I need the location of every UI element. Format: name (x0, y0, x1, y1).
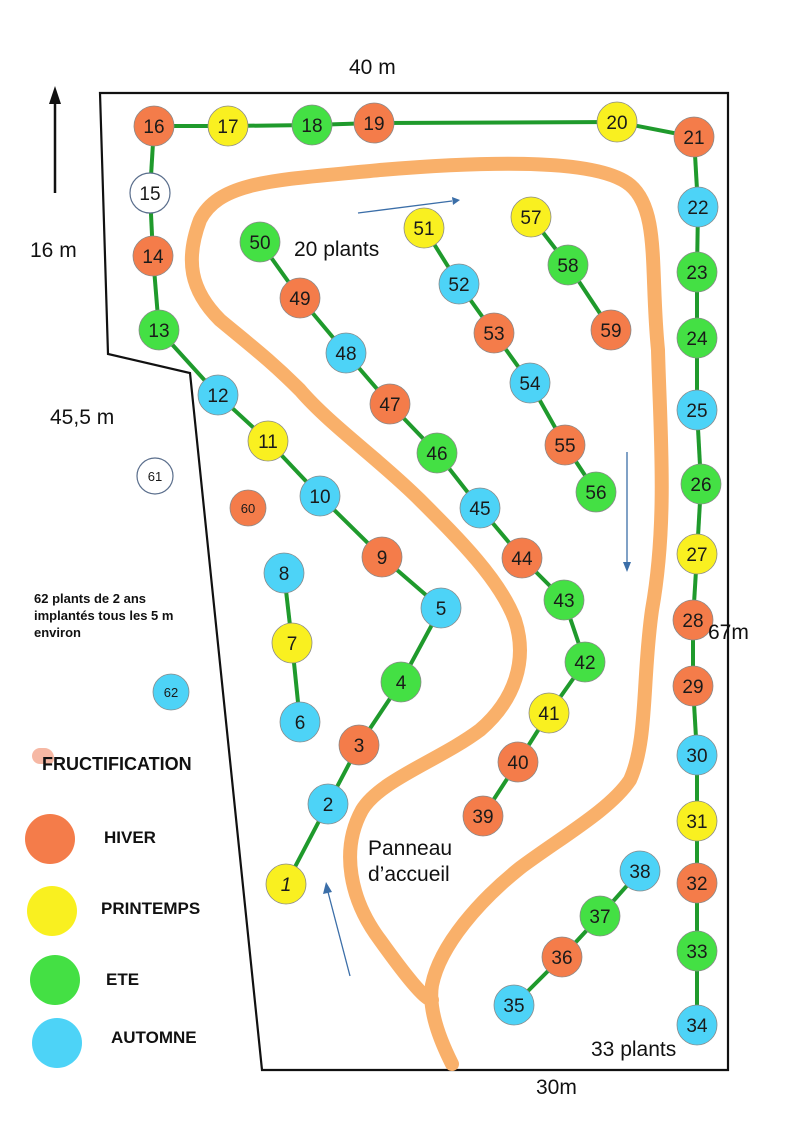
plant-number: 7 (286, 634, 298, 655)
plant-markers (130, 102, 721, 1045)
plant-marker (677, 863, 717, 903)
plant-number: 17 (217, 117, 239, 138)
plant-marker (308, 784, 348, 824)
direction-arrow-right (623, 452, 631, 572)
plant-marker (421, 588, 461, 628)
welcome-panel-line-2: d’accueil (368, 863, 450, 886)
plant-marker (474, 313, 514, 353)
plant-marker (576, 472, 616, 512)
plant-number: 56 (585, 483, 607, 504)
plant-number: 44 (511, 549, 533, 570)
row-line-segment (374, 122, 617, 123)
plant-marker (548, 245, 588, 285)
plant-marker (494, 985, 534, 1025)
plant-marker (266, 864, 306, 904)
dimension-right: 67m (708, 621, 749, 644)
plant-number: 2 (322, 795, 334, 816)
plant-marker (240, 222, 280, 262)
plant-number: 5 (435, 599, 447, 620)
plant-marker (370, 384, 410, 424)
plant-number: 24 (686, 329, 708, 350)
legend-dot-summer (30, 955, 80, 1005)
plant-marker (677, 801, 717, 841)
dimension-top: 40 m (349, 56, 396, 79)
plant-marker (620, 851, 660, 891)
plant-number: 43 (553, 591, 575, 612)
plant-number: 40 (507, 753, 529, 774)
plant-number: 59 (600, 321, 622, 342)
plant-marker (674, 117, 714, 157)
planting-note-line-1: 62 plants de 2 ans (34, 591, 146, 606)
plant-row-lines (147, 122, 704, 1025)
plant-number: 39 (472, 807, 494, 828)
plant-number: 53 (483, 324, 505, 345)
plant-marker (591, 310, 631, 350)
plant-marker (326, 333, 366, 373)
plant-number: 34 (686, 1016, 708, 1037)
plant-number: 16 (143, 117, 165, 138)
dimension-left-middle: 45,5 m (50, 406, 115, 429)
plant-number: 50 (249, 233, 271, 254)
plant-marker (130, 173, 170, 213)
plant-number: 26 (690, 475, 712, 496)
plant-number: 47 (379, 395, 401, 416)
plant-marker (597, 102, 637, 142)
plant-marker (673, 666, 713, 706)
plant-number: 8 (278, 564, 290, 585)
plant-number: 18 (301, 116, 323, 137)
plant-marker (134, 106, 174, 146)
plant-number: 27 (686, 545, 708, 566)
plant-marker (133, 236, 173, 276)
legend-title: FRUCTIFICATION (42, 754, 192, 774)
plant-marker (678, 187, 718, 227)
plant-marker (677, 534, 717, 574)
plant-marker (677, 931, 717, 971)
plant-number: 55 (554, 436, 576, 457)
plant-marker (248, 421, 288, 461)
plant-marker (272, 623, 312, 663)
legend-label-spring: PRINTEMPS (101, 899, 201, 918)
plant-number: 9 (376, 548, 388, 569)
plant-number: 38 (629, 862, 651, 883)
plant-number: 57 (520, 208, 542, 229)
welcome-panel-line-1: Panneau (368, 837, 453, 860)
plant-number: 33 (686, 942, 708, 963)
plant-marker (208, 106, 248, 146)
plant-number: 62 (163, 685, 179, 700)
plant-number: 61 (147, 469, 163, 484)
direction-arrow-bottom (323, 882, 350, 976)
plant-number: 20 (606, 113, 628, 134)
plant-marker (529, 693, 569, 733)
plant-marker (362, 537, 402, 577)
plant-marker (542, 937, 582, 977)
plant-number: 28 (682, 611, 704, 632)
plant-number: 1 (280, 875, 292, 896)
legend-label-summer: ETE (106, 970, 140, 989)
plant-number: 58 (557, 256, 579, 277)
legend-dot-autumn (32, 1018, 82, 1068)
plant-marker (139, 310, 179, 350)
legend-dot-winter (25, 814, 75, 864)
plant-marker (354, 103, 394, 143)
plant-number: 21 (683, 128, 705, 149)
planting-note-line-2: implantés tous les 5 m (34, 608, 174, 623)
plant-number: 48 (335, 344, 357, 365)
plant-marker (339, 725, 379, 765)
plant-number: 15 (139, 184, 161, 205)
plant-marker (280, 702, 320, 742)
plant-marker (439, 264, 479, 304)
plant-number: 23 (686, 263, 708, 284)
plant-marker (510, 363, 550, 403)
plant-marker (153, 674, 189, 710)
plant-marker (292, 105, 332, 145)
legend-label-autumn: AUTOMNE (111, 1028, 197, 1047)
plant-number: 12 (207, 386, 229, 407)
north-arrow-icon (49, 86, 61, 193)
plant-number: 11 (258, 432, 278, 453)
plant-number: 6 (294, 713, 306, 734)
plant-number: 3 (353, 736, 365, 757)
plant-number: 37 (589, 907, 611, 928)
plant-marker (502, 538, 542, 578)
plant-number: 35 (503, 996, 525, 1017)
plant-marker (677, 318, 717, 358)
plant-number: 46 (426, 444, 448, 465)
plant-number: 36 (551, 948, 573, 969)
plant-marker (565, 642, 605, 682)
plant-marker (544, 580, 584, 620)
plant-number: 41 (538, 704, 560, 725)
plant-marker (198, 375, 238, 415)
dimension-bottom: 30m (536, 1076, 577, 1099)
plant-number: 31 (686, 812, 708, 833)
plant-number: 60 (240, 501, 256, 516)
plant-number: 25 (686, 401, 708, 422)
plant-marker (673, 600, 713, 640)
plant-number: 54 (519, 374, 541, 395)
plant-number: 30 (686, 746, 708, 767)
plant-marker (677, 252, 717, 292)
plant-number: 42 (574, 653, 596, 674)
row-label-outer: 33 plants (591, 1038, 677, 1061)
plant-marker (463, 796, 503, 836)
plant-number: 29 (682, 677, 704, 698)
plant-number: 32 (686, 874, 708, 895)
plant-marker (137, 458, 173, 494)
legend-dot-spring (27, 886, 77, 936)
plant-number: 4 (395, 673, 407, 694)
plant-number: 45 (469, 499, 491, 520)
plant-marker (511, 197, 551, 237)
plant-marker (545, 425, 585, 465)
plant-number: 10 (309, 487, 331, 508)
plant-marker (677, 735, 717, 775)
plant-marker (381, 662, 421, 702)
legend-label-winter: HIVER (104, 828, 156, 847)
plant-number: 13 (148, 321, 170, 342)
row-label-inner: 20 plants (294, 238, 380, 261)
plant-number: 19 (363, 114, 385, 135)
plant-marker (404, 208, 444, 248)
plant-marker (280, 278, 320, 318)
plant-marker (681, 464, 721, 504)
plant-number: 22 (687, 198, 709, 219)
plant-number: 49 (289, 289, 311, 310)
plant-marker (300, 476, 340, 516)
plant-marker (580, 896, 620, 936)
plant-number: 14 (142, 247, 164, 268)
plant-marker (677, 390, 717, 430)
dimension-left-upper: 16 m (30, 239, 77, 262)
plant-marker (417, 433, 457, 473)
plant-marker (264, 553, 304, 593)
plant-marker (677, 1005, 717, 1045)
direction-arrow-top (358, 197, 460, 213)
welcome-panel-label (368, 836, 452, 888)
plant-number: 51 (413, 219, 435, 240)
plant-marker (460, 488, 500, 528)
plant-marker (230, 490, 266, 526)
plant-number: 52 (448, 275, 470, 296)
planting-note (34, 590, 234, 641)
planting-note-line-3: environ (34, 625, 81, 640)
plant-marker (498, 742, 538, 782)
